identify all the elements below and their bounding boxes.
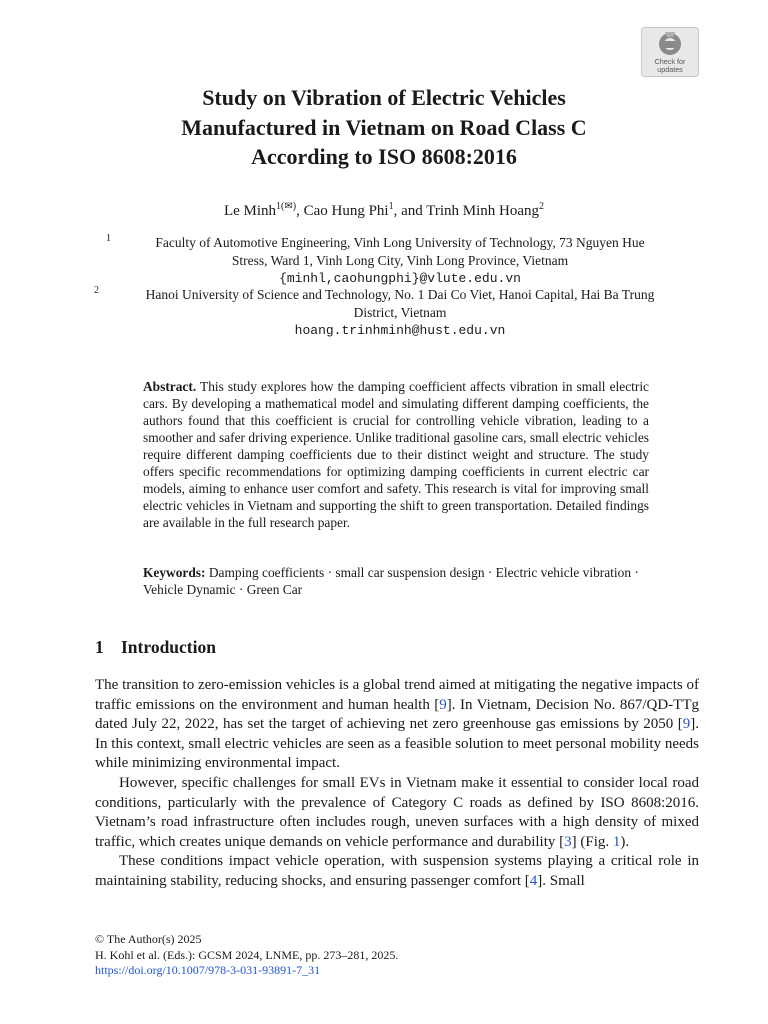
- citation-link[interactable]: 9: [682, 716, 691, 733]
- svg-text:Check for: Check for: [654, 57, 686, 66]
- author-2: , Cao Hung Phi: [296, 203, 389, 219]
- title-line-3: According to ISO 8608:2016: [251, 144, 517, 169]
- author-3-affiliation: 2: [539, 201, 545, 212]
- copyright-notice: © The Author(s) 2025: [95, 932, 202, 946]
- updates-icon: [641, 27, 699, 77]
- abstract: [143, 378, 649, 531]
- paragraph-3-text-b: ]. Small: [537, 872, 585, 889]
- paragraph-3-text-a: These conditions impact vehicle operation, with suspension systems playing a critical role in maintaining stability, reducing shocks, and ensuring passenger comfort [: [95, 853, 699, 889]
- affiliation-1-email[interactable]: {minhl,caohungphi}@vlute.edu.vn: [279, 270, 521, 286]
- affiliation-2-email[interactable]: hoang.trinhminh@hust.edu.vn: [294, 322, 506, 338]
- citation-link[interactable]: 4: [529, 872, 538, 889]
- author-3: , and Trinh Minh Hoang: [393, 203, 540, 219]
- abstract-text: This study explores how the damping coefficient affects vibration in small electric cars. By developing a mathematical model and simulating different damping coefficients, the authors found that this coefficient is crucial for controlling vehicle vibration, leading to a smoother and safer driving experience. Unlike traditional gasoline cars, small electric vehicles require different damping coefficients due to their distinct weight and structure. The study offers specific recommendations for optimizing damping coefficients in current electric car models, aiming to enhance user comfort and safety. This research is vital for improving small electric vehicles in Vietnam and supporting the shift to green transportation. Detailed findings are available in the full research paper.: [143, 379, 649, 530]
- citation-link[interactable]: 3: [564, 833, 572, 850]
- affiliation-2-line-2: District, Vietnam: [353, 304, 447, 320]
- abstract-label: Abstract.: [143, 379, 197, 394]
- section-heading: [95, 637, 216, 658]
- affiliation-1-number: 1: [106, 233, 111, 244]
- body-text: [95, 676, 699, 892]
- paper-title: [0, 83, 768, 172]
- paragraph-2: [95, 774, 699, 852]
- page-footer: [95, 932, 398, 979]
- author-2-affiliation: 1: [388, 201, 394, 212]
- citation-link[interactable]: 9: [439, 696, 447, 713]
- paragraph-2-text-c: ).: [620, 833, 630, 850]
- author-1-affiliation: 1(✉): [276, 201, 297, 212]
- svg-text:updates: updates: [657, 65, 683, 74]
- paragraph-1: [95, 676, 699, 774]
- paragraph-1-text-a: The transition to zero-emission vehicles is a global trend aimed at mitigating the negative impacts of traffic emissions on the environment and human health [: [95, 677, 699, 713]
- section-title: Introduction: [121, 637, 216, 657]
- author-1: Le Minh: [223, 203, 277, 219]
- affiliation-1-line-2: Stress, Ward 1, Vinh Long City, Vinh Long Province, Vietnam: [231, 252, 569, 268]
- keywords-text: Damping coefficients · small car suspension design · Electric vehicle vibration · Vehicle Dynamic · Green Car: [143, 565, 639, 597]
- paragraph-2-text-b: ] (Fig.: [571, 833, 613, 850]
- author-list: [0, 201, 768, 221]
- doi-link[interactable]: https://doi.org/10.1007/978-3-031-93891-7_31: [95, 963, 321, 977]
- section-number: 1: [95, 637, 104, 657]
- paragraph-1-text-b: ]. In Vietnam, Decision No. 867/QD-TTg dated July 22, 2022, has set the target of achieving net zero greenhouse gas emissions by 2050 [: [95, 696, 699, 733]
- keywords-label: Keywords:: [143, 565, 206, 580]
- figure-link[interactable]: 1: [612, 833, 621, 850]
- paragraph-1-text-c: ]. In this context, small electric vehicles are seen as a feasible solution to meet personal mobility needs while minimizing environmental impact.: [95, 716, 699, 772]
- title-line-2: Manufactured in Vietnam on Road Class C: [181, 114, 587, 140]
- affiliation-2-line-1: Hanoi University of Science and Technology, No. 1 Dai Co Viet, Hanoi Capital, Hai Ba Trung: [145, 287, 655, 302]
- affiliation-2-number: 2: [94, 285, 99, 296]
- check-for-updates-badge[interactable]: [641, 27, 699, 77]
- paragraph-2-text-a: However, specific challenges for small EVs in Vietnam make it essential to consider local road conditions, particularly with the prevalence of Category C roads as defined by ISO 8608:2016. Vietnam’s road infrastructure often includes rough, uneven surfaces with a high density of mixed traffic, which creates unique demands on vehicle performance and durability [: [95, 774, 699, 850]
- affiliation-1: [96, 234, 704, 287]
- title-line-1: Study on Vibration of Electric Vehicles: [202, 85, 566, 110]
- affiliation-1-line-1: Faculty of Automotive Engineering, Vinh Long University of Technology, 73 Nguyen Hue: [155, 235, 645, 250]
- paragraph-3: [95, 852, 699, 891]
- keywords: [143, 564, 649, 598]
- citation-info: H. Kohl et al. (Eds.): GCSM 2024, LNME, pp. 273–281, 2025.: [95, 947, 399, 962]
- affiliation-2: [96, 286, 704, 339]
